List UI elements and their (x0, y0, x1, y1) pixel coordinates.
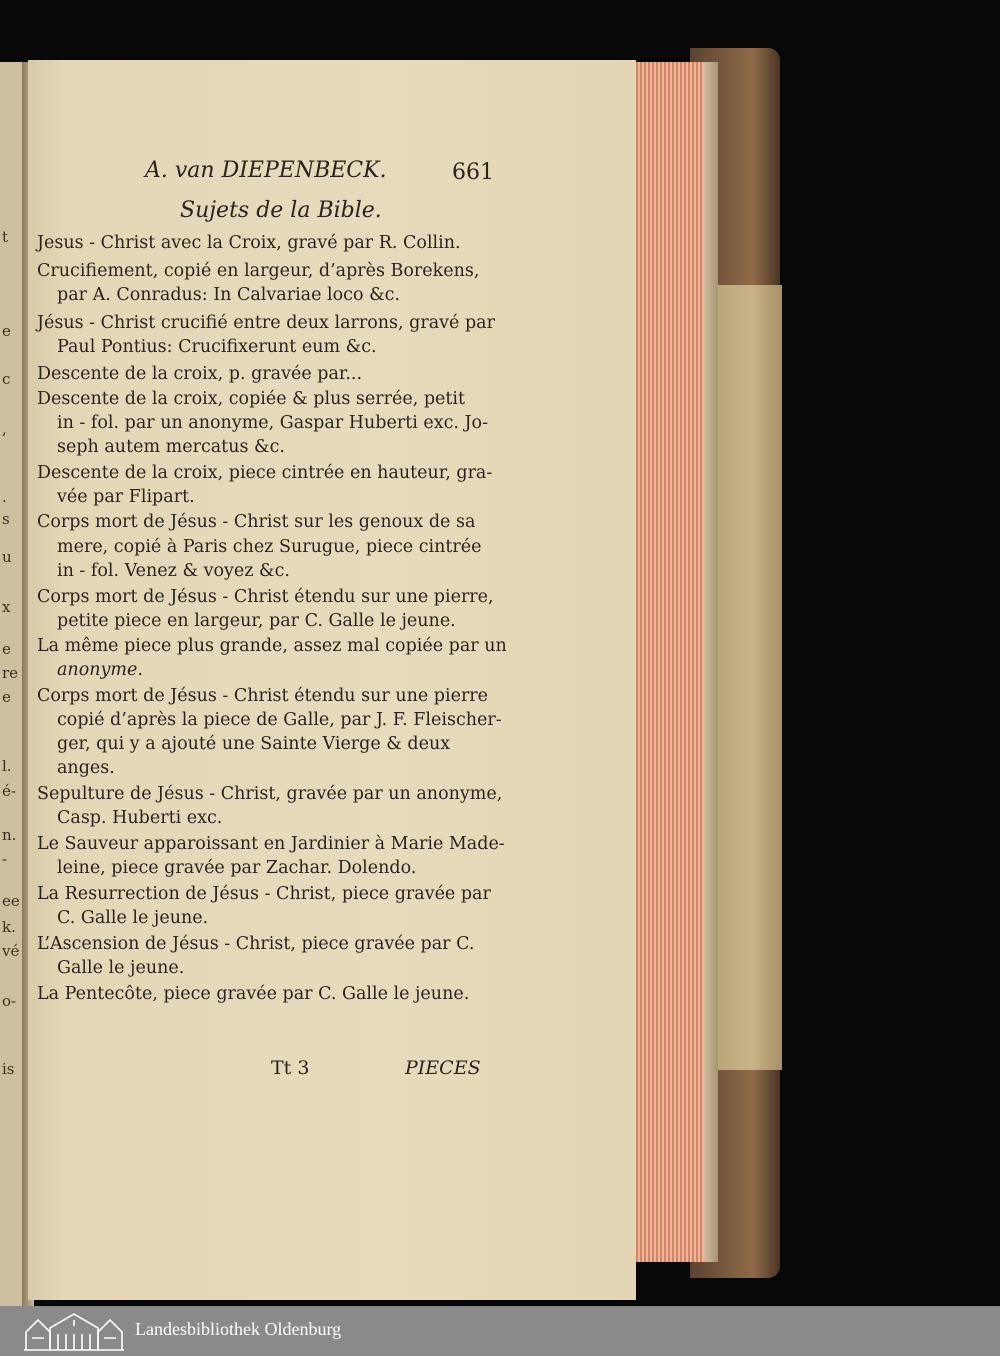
text-line: anonyme. (57, 660, 143, 680)
catchword: PIECES (405, 1057, 481, 1079)
text-line: C. Galle le jeune. (57, 908, 209, 928)
page-edges (632, 62, 714, 1262)
page-number: 661 (452, 160, 494, 185)
text-line: Corps mort de Jésus - Christ étendu sur une pierre (37, 686, 489, 706)
running-head: A. van DIEPENBECK. (145, 158, 387, 183)
text-line: Descente de la croix, p. gravée par... (37, 364, 363, 384)
facing-page-letter: , (2, 420, 7, 438)
text-line: petite piece en largeur, par C. Galle le jeune. (57, 611, 456, 631)
facing-page-letter: c (2, 370, 11, 388)
library-name: Landesbibliothek Oldenburg (135, 1319, 342, 1339)
text-line: leine, piece gravée par Zachar. Dolendo. (57, 858, 417, 878)
text-line: Le Sauveur apparoissant en Jardinier à Marie Made- (37, 834, 505, 854)
text-line: La même piece plus grande, assez mal copiée par un (37, 636, 507, 656)
text-line: seph autem mercatus &c. (57, 437, 285, 457)
facing-page-letter: x (2, 598, 11, 616)
text-line: Descente de la croix, piece cintrée en hauteur, gra- (37, 463, 493, 483)
text-line: La Resurrection de Jésus - Christ, piece gravée par (37, 884, 491, 904)
text-line: anges. (57, 758, 115, 778)
footer-bar (0, 1306, 1000, 1356)
facing-page-letter: vé (2, 942, 20, 960)
text-line: par A. Conradus: In Calvariae loco &c. (57, 285, 401, 305)
text-line: Paul Pontius: Crucifixerunt eum &c. (57, 337, 377, 357)
text-line: Descente de la croix, copiée & plus serrée, petit (37, 389, 466, 409)
text-line: Corps mort de Jésus - Christ étendu sur une pierre, (37, 587, 494, 607)
page-edges-shadow (704, 62, 718, 1262)
section-title: Sujets de la Bible. (180, 198, 382, 223)
text-line: Corps mort de Jésus - Christ sur les genoux de sa (37, 512, 476, 532)
facing-page-letter: re (2, 664, 19, 682)
facing-page-letter: é- (2, 782, 16, 800)
text-line: La Pentecôte, piece gravée par C. Galle le jeune. (37, 984, 470, 1004)
text-line: in - fol. par un anonyme, Gaspar Huberti exc. Jo- (57, 413, 489, 433)
text-line: in - fol. Venez & voyez &c. (57, 561, 290, 581)
text-line: Jésus - Christ crucifié entre deux larrons, gravé par (37, 313, 495, 333)
text-line: Galle le jeune. (57, 958, 185, 978)
cover-paper-label (708, 285, 782, 1070)
facing-page-letter: t (2, 228, 9, 246)
text-line: Casp. Huberti exc. (57, 808, 223, 828)
text-line: ger, qui y a ajouté une Sainte Vierge & deux (57, 734, 451, 754)
facing-page-letter: - (2, 850, 8, 868)
facing-page-letter: o- (2, 992, 17, 1010)
text-line: L’Ascension de Jésus - Christ, piece gravée par C. (37, 934, 475, 954)
facing-page-letter: e (2, 322, 11, 340)
text-line: Sepulture de Jésus - Christ, gravée par un anonyme, (37, 784, 503, 804)
facing-page-letter: is (2, 1060, 15, 1078)
text-line: Crucifiement, copié en largeur, d’après Borekens, (37, 261, 480, 281)
facing-page-letter: e (2, 688, 11, 706)
text-line: mere, copié à Paris chez Surugue, piece cintrée (57, 537, 482, 557)
signature-mark: Tt 3 (271, 1057, 310, 1079)
facing-page-letter: l. (2, 757, 12, 775)
facing-page-letter: n. (2, 826, 17, 844)
library-building-logo-icon (22, 1310, 126, 1352)
facing-page-letter: e (2, 640, 11, 658)
facing-page-letter: k. (2, 918, 16, 936)
text-line: Jesus - Christ avec la Croix, gravé par R. Collin. (37, 233, 461, 253)
facing-page-letter: ee (2, 892, 20, 910)
facing-page-letter: . (2, 488, 7, 506)
facing-page-letter: s (2, 510, 10, 528)
facing-page-letter: u (2, 548, 12, 566)
text-line: vée par Flipart. (57, 487, 195, 507)
text-line: copié d’après la piece de Galle, par J. F. Fleischer- (57, 710, 502, 730)
